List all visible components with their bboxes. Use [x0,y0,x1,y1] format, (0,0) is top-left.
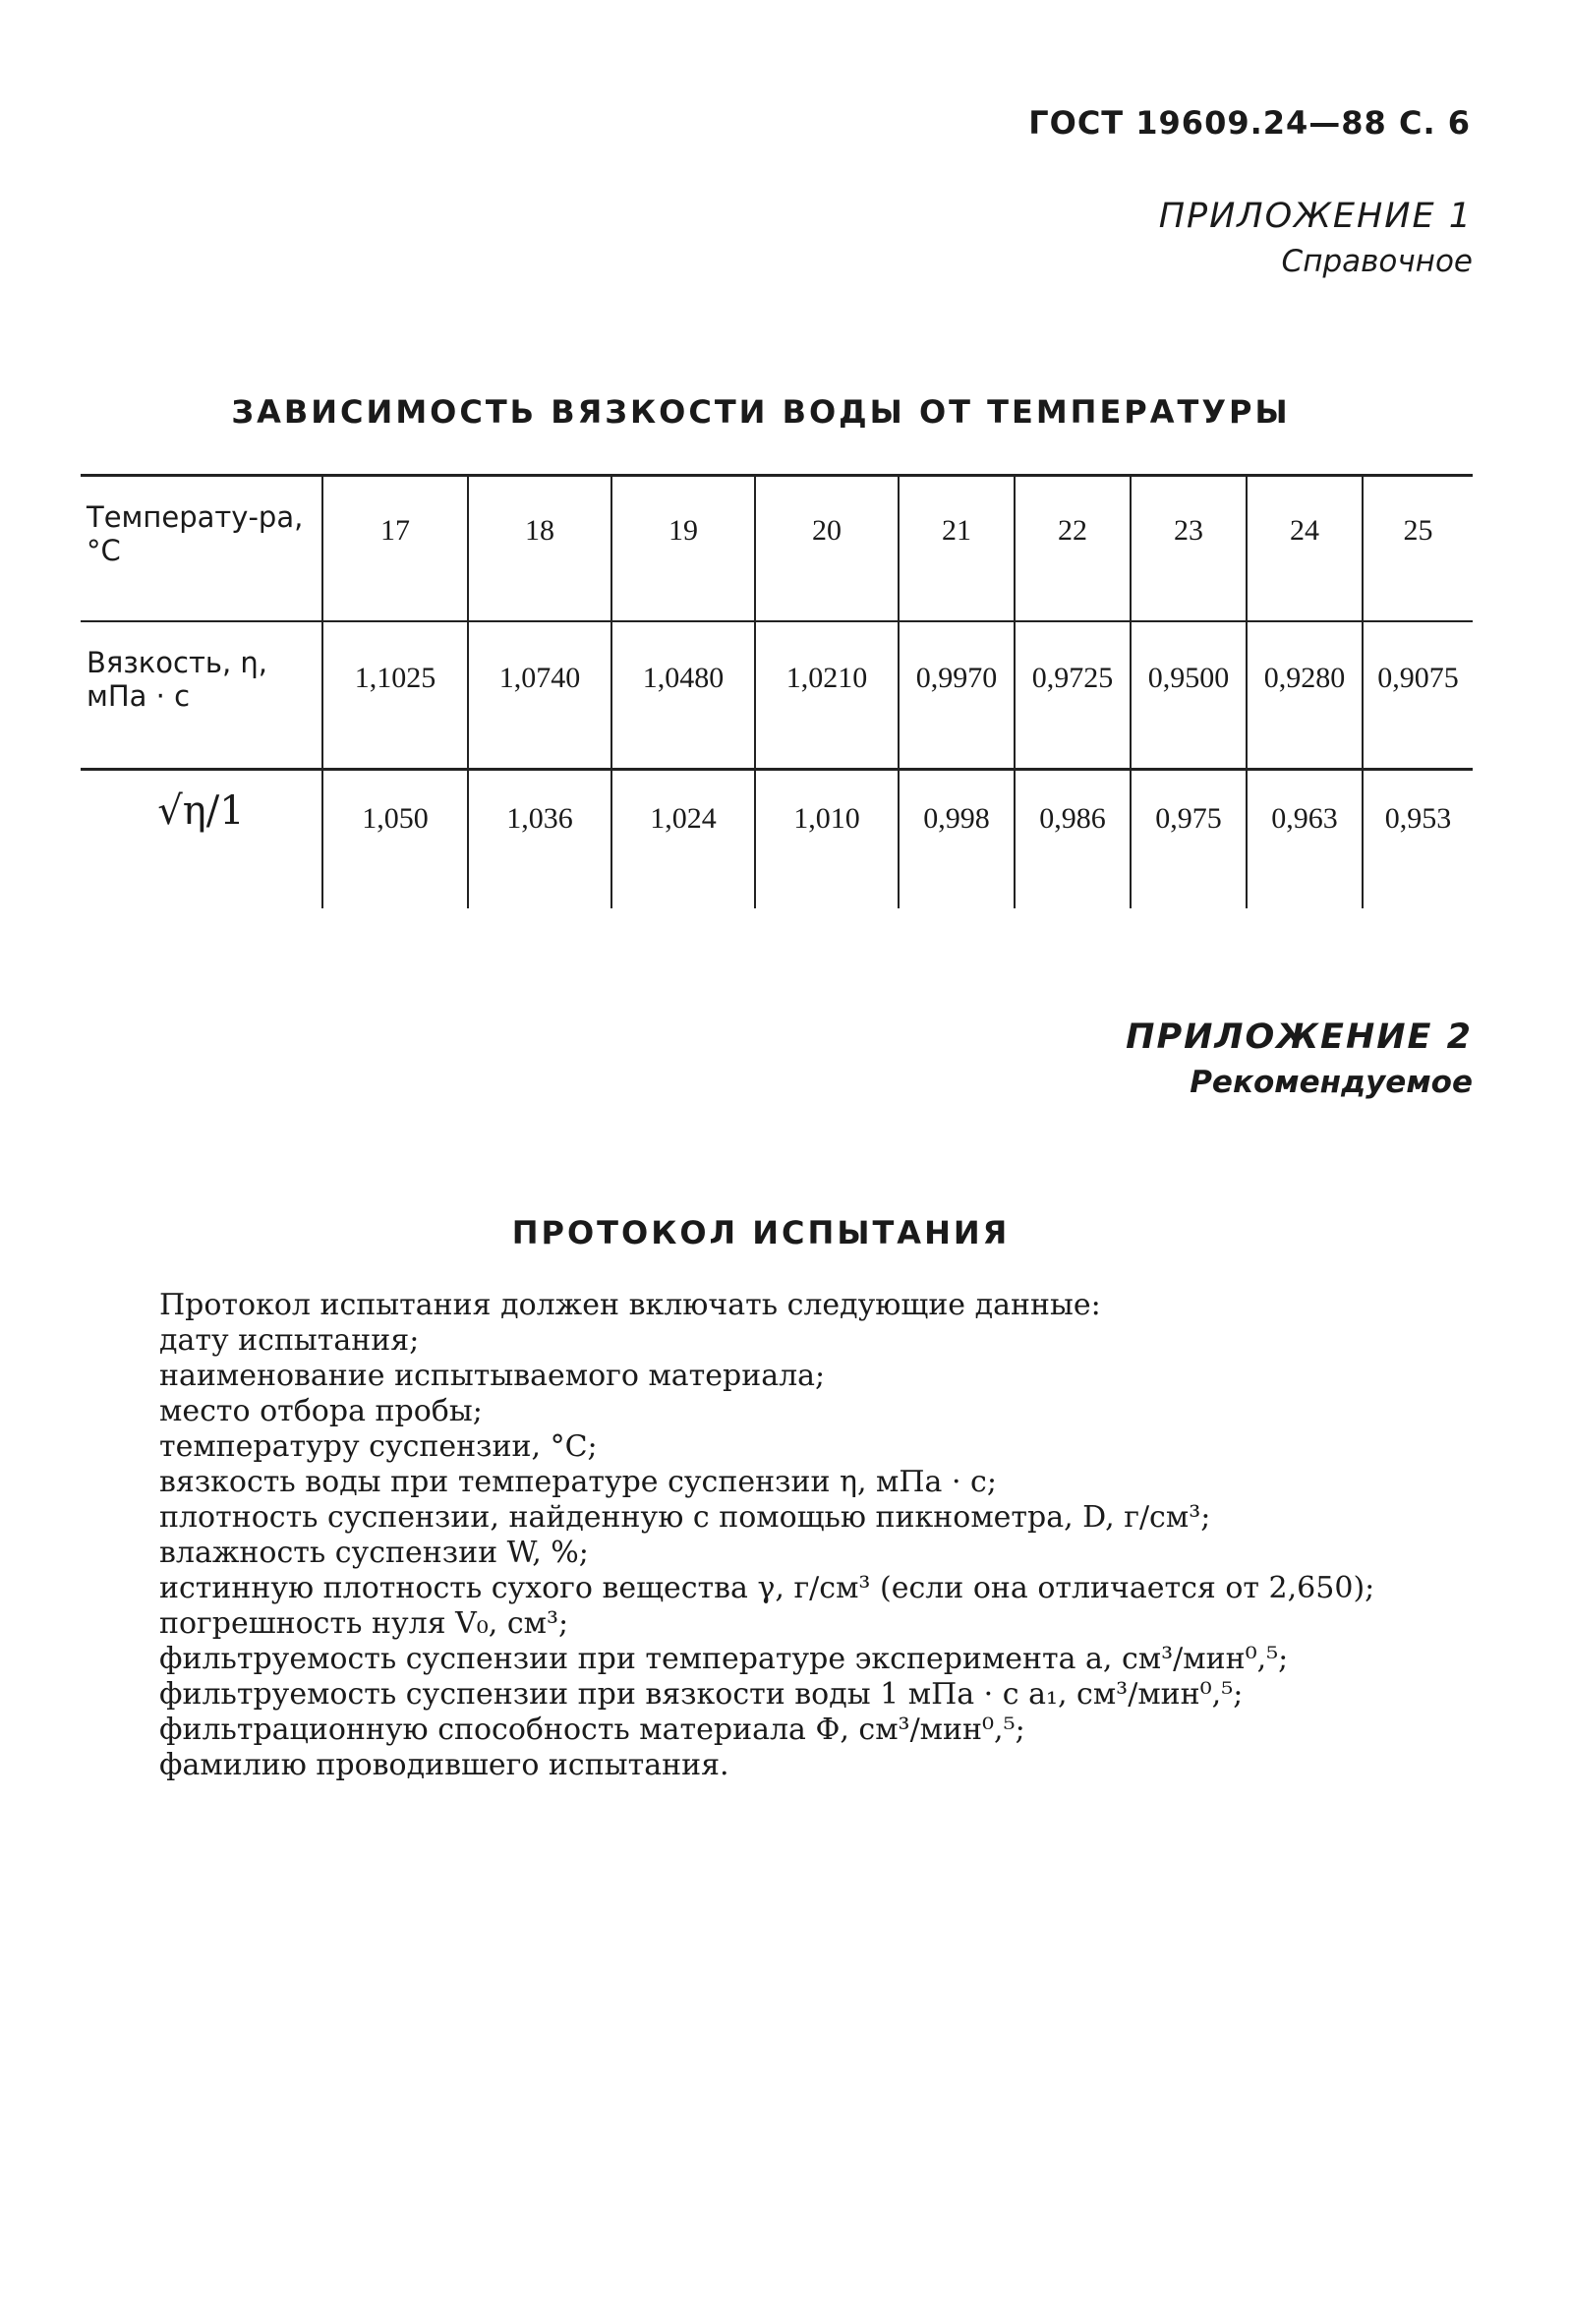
appendix-2-kind: Рекомендуемое [1190,1065,1473,1100]
table-cell: 0,9500 [1131,621,1247,770]
appendix-2-name: ПРИЛОЖЕНИЕ 2 [1126,1017,1473,1057]
table-cell: 23 [1131,476,1247,622]
table-cell: 0,986 [1015,770,1131,909]
table-cell: 20 [755,476,899,622]
list-item: наименование испытываемого материала; [159,1359,826,1393]
viscosity-table [81,474,1473,908]
table-cell: 0,975 [1131,770,1247,909]
list-item: влажность суспензии W, %; [159,1536,589,1570]
table-cell: 0,9970 [899,621,1015,770]
list-item: погрешность нуля V₀, см³; [159,1606,569,1641]
list-item: фильтруемость суспензии при вязкости воды 1 мПа · с a₁, см³/мин⁰,⁵; [159,1677,1244,1712]
table-cell: 19 [611,476,755,622]
list-item: фамилию проводившего испытания. [159,1748,729,1782]
table-cell: 1,0210 [755,621,899,770]
appendix-1-name: ПРИЛОЖЕНИЕ 1 [1158,197,1473,236]
table-row-sqrt-ratio [81,770,1473,909]
row-label-viscosity: Вязкость, η, мПа · с [87,646,267,713]
table-cell: 1,1025 [322,621,468,770]
table-cell: 17 [322,476,468,622]
table-cell: 1,0480 [611,621,755,770]
table-cell: 1,010 [755,770,899,909]
list-item: истинную плотность сухого вещества γ, г/см³ (если она отличается от 2,650); [159,1571,1375,1605]
page-header: ГОСТ 19609.24—88 С. 6 [1028,104,1471,142]
list-item: вязкость воды при температуре суспензии η, мПа · с; [159,1465,997,1499]
protocol-body [159,1288,1477,1783]
list-item: фильтрационную способность материала Ф, см³/мин⁰,⁵; [159,1713,1025,1747]
list-item: фильтруемость суспензии при температуре эксперимента a, см³/мин⁰,⁵; [159,1642,1289,1676]
list-item: дату испытания; [159,1323,420,1358]
list-item: температуру суспензии, °С; [159,1429,598,1464]
row-label-sqrt-ratio: √η/1 [157,788,245,834]
table-cell: 0,9280 [1247,621,1363,770]
table-cell: 0,9075 [1363,621,1473,770]
table-row-temperature [81,476,1473,622]
list-item: плотность суспензии, найденную с помощью пикнометра, D, г/см³; [159,1500,1211,1535]
appendix-2-heading [1126,1017,1473,1100]
table-cell: 1,036 [468,770,611,909]
table-cell: 18 [468,476,611,622]
protocol-intro: Протокол испытания должен включать следующие данные: [159,1288,1101,1322]
table-cell: 21 [899,476,1015,622]
table-cell: 1,0740 [468,621,611,770]
table-cell: 0,9725 [1015,621,1131,770]
table-cell: 22 [1015,476,1131,622]
list-item: место отбора пробы; [159,1394,483,1428]
table-cell: 25 [1363,476,1473,622]
table-cell: 1,024 [611,770,755,909]
table-row-viscosity [81,621,1473,770]
row-label-temperature: Температу-ра, °С [87,500,304,567]
table-cell: 0,998 [899,770,1015,909]
table-cell: 0,953 [1363,770,1473,909]
table-title: ЗАВИСИМОСТЬ ВЯЗКОСТИ ВОДЫ ОТ ТЕМПЕРАТУРЫ [231,393,1291,431]
table-cell: 0,963 [1247,770,1363,909]
protocol-title: ПРОТОКОЛ ИСПЫТАНИЯ [511,1214,1011,1251]
table-cell: 24 [1247,476,1363,622]
appendix-1-kind: Справочное [1281,244,1473,279]
table-cell: 1,050 [322,770,468,909]
appendix-1-heading [1159,197,1473,279]
